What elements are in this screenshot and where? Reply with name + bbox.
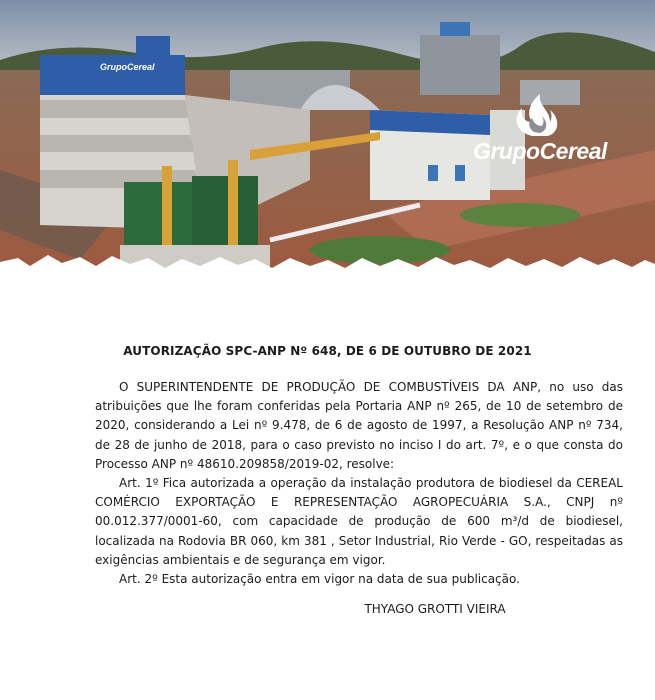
building-sign: GrupoCereal (100, 62, 155, 72)
brand-name: GrupoCereal (473, 138, 607, 164)
article-2-paragraph: Art. 2º Esta autorização entra em vigor na data de sua publicação. (119, 572, 520, 586)
header-photo (0, 0, 655, 300)
document-title: AUTORIZAÇÃO SPC-ANP Nº 648, DE 6 DE OUTUBRO DE 2021 (123, 344, 532, 358)
article-1-paragraph: Art. 1º Fica autorizada a operação da instalação produtora de biodiesel da CEREAL COMÉRCIO EXPORTAÇÃO E REPRESENTAÇÃO AGROPECUÁRIA S.A., CNPJ nº 00.012.377/0001-60, com capacidade de produção de 600 m³/d de biodiesel, localizada na Rodovia BR 060, km 381 , Setor Industrial, Rio Verde - GO, respeitadas as exigências ambientais e de segurança em vigor. (95, 476, 623, 567)
signatory-name: THYAGO GROTTI VIEIRA (364, 602, 506, 616)
preamble-paragraph: O SUPERINTENDENTE DE PRODUÇÃO DE COMBUSTÍVEIS DA ANP, no uso das atribuições que lhe foram conferidas pela Portaria ANP nº 265, de 10 de setembro de 2020, considerando a Lei nº 9.478, de 6 de agosto de 1997, a Resolução ANP nº 734, de 28 de junho de 2018, para o caso previsto no inciso I do art. 7º, e o que consta do Processo ANP nº 48610.209858/2019-02, resolve: (95, 380, 623, 471)
document-body (0, 300, 655, 700)
flame-drop-icon (460, 92, 620, 140)
brand-logo (460, 92, 620, 172)
